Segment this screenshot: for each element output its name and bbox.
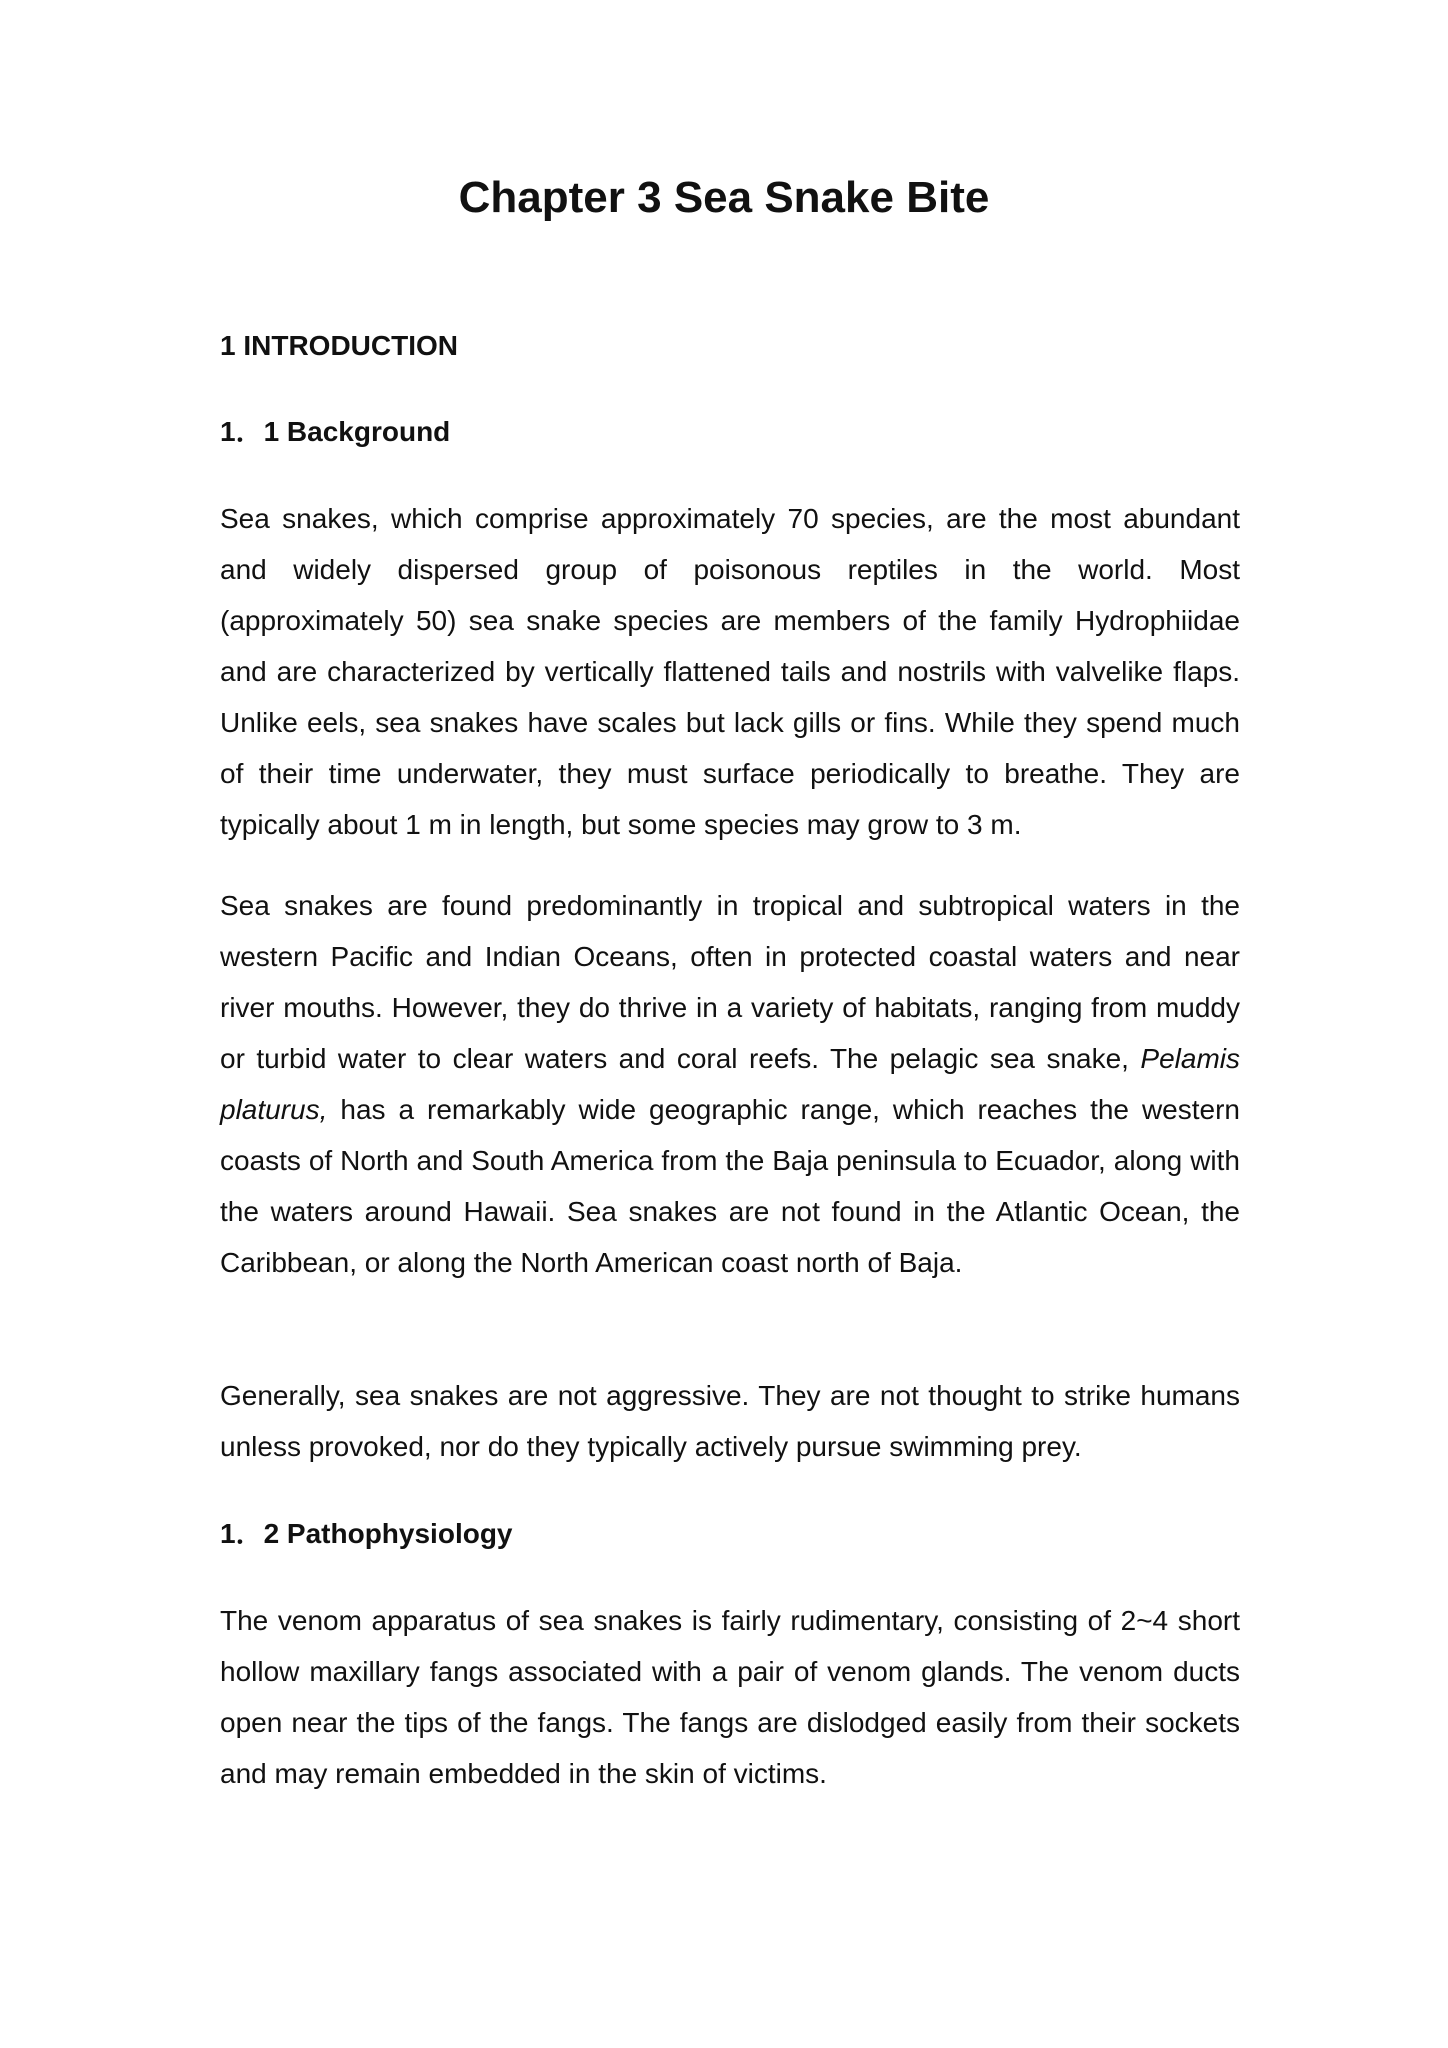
chapter-title: Chapter 3 Sea Snake Bite	[458, 173, 990, 222]
subsection-heading-pathophysiology: 1．2 Pathophysiology	[220, 1518, 513, 1549]
section-heading-introduction: 1 INTRODUCTION	[220, 330, 458, 361]
paragraph-pathophysiology-1: The venom apparatus of sea snakes is fairly rudimentary, consisting of 2~4 short hollow maxillary fangs associated with a pair of venom glands. The venom ducts open near the tips of the fangs. The fangs are dislodged easily from their sockets and may remain embedded in the skin of victims.	[220, 1605, 1240, 1789]
paragraph-background-3: Generally, sea snakes are not aggressive. They are not thought to strike humans unless provoked, nor do they typically actively pursue swimming prey.	[220, 1380, 1240, 1462]
paragraph-background-2	[220, 880, 1240, 1288]
paragraph-background-2-part-2: has a remarkably wide geographic range, which reaches the western coasts of North and South America from the Baja peninsula to Ecuador, along with the waters around Hawaii. Sea snakes are not found in the Atlantic Ocean, the Caribbean, or along the North American coast north of Baja.	[220, 1094, 1240, 1278]
species-name-italic: Pelamis platurus,	[220, 1043, 1240, 1125]
subsection-heading-background: 1．1 Background	[220, 416, 451, 447]
paragraph-background-1: Sea snakes, which comprise approximately 70 species, are the most abundant and widely dispersed group of poisonous reptiles in the world. Most (approximately 50) sea snake species are members of the family Hydrophiidae and are characterized by vertically flattened tails and nostrils with valvelike flaps. Unlike eels, sea snakes have scales but lack gills or fins. While they spend much of their time underwater, they must surface periodically to breathe. They are typically about 1 m in length, but some species may grow to 3 m.	[220, 503, 1240, 840]
paragraph-background-2-part-1: Sea snakes are found predominantly in tropical and subtropical waters in the western Pacific and Indian Oceans, often in protected coastal waters and near river mouths. However, they do thrive in a variety of habitats, ranging from muddy or turbid water to clear waters and coral reefs. The pelagic sea snake,	[220, 890, 1240, 1074]
